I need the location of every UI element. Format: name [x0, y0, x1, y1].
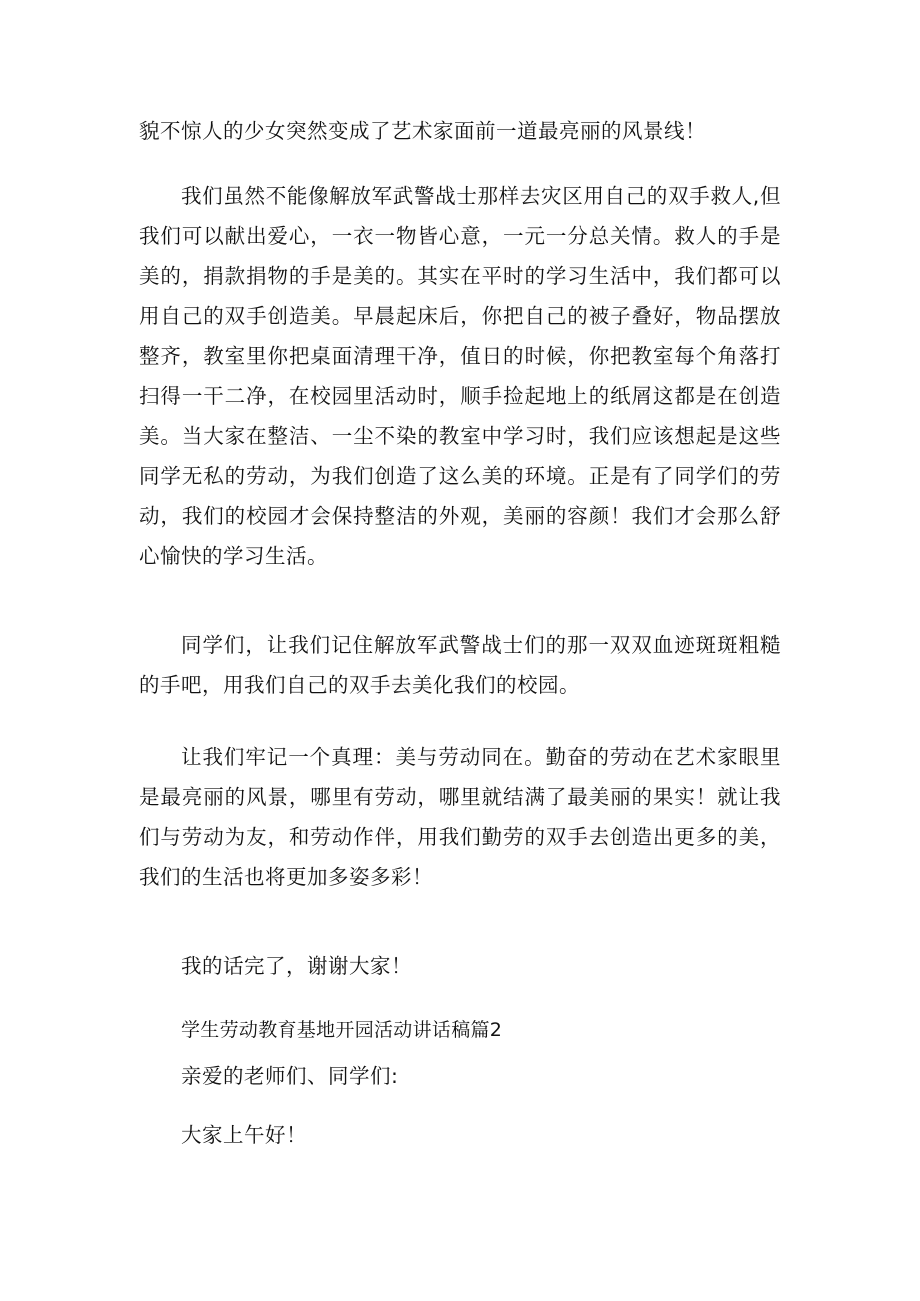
- paragraph-truth: 让我们牢记一个真理：美与劳动同在。勤奋的劳动在艺术家眼里是最亮丽的风景，哪里有劳动，哪里就结满了最美丽的果实！就让我们与劳动为友，和劳动作伴，用我们勤劳的双手去创造出更多的美，我们的生活也将更加多姿多彩！: [139, 745, 781, 889]
- paragraph-labor-creates-beauty: 我们虽然不能像解放军武警战士那样去灾区用自己的双手救人,但我们可以献出爱心，一衣一物皆心意，一元一分总关情。救人的手是美的，捐款捐物的手是美的。其实在平时的学习生活中，我们都可以用自己的双手创造美。早晨起床后，你把自己的被子叠好，物品摆放整齐，教室里你把桌面清理干净，值日的时候，你把教室每个角落打扫得一干二净，在校园里活动时，顺手捡起地上的纸屑这都是在创造美。当大家在整洁、一尘不染的教室中学习时，我们应该想起是这些同学无私的劳动，为我们创造了这么美的环境。正是有了同学们的劳动，我们的校园才会保持整洁的外观，美丽的容颜！我们才会那么舒心愉快的学习生活。: [139, 184, 781, 568]
- greeting: 大家上午好！: [181, 1123, 307, 1147]
- paragraph-remember-hands: 同学们，让我们记住解放军武警战士们的那一双双血迹斑斑粗糙的手吧，用我们自己的双手去美化我们的校园。: [139, 633, 781, 697]
- salutation: 亲爱的老师们、同学们:: [181, 1064, 399, 1088]
- section-title: 学生劳动教育基地开园活动讲话稿篇2: [181, 1019, 503, 1041]
- paragraph-continuation: 貌不惊人的少女突然变成了艺术家面前一道最亮丽的风景线！: [139, 119, 706, 143]
- closing-remark: 我的话完了，谢谢大家！: [181, 954, 412, 978]
